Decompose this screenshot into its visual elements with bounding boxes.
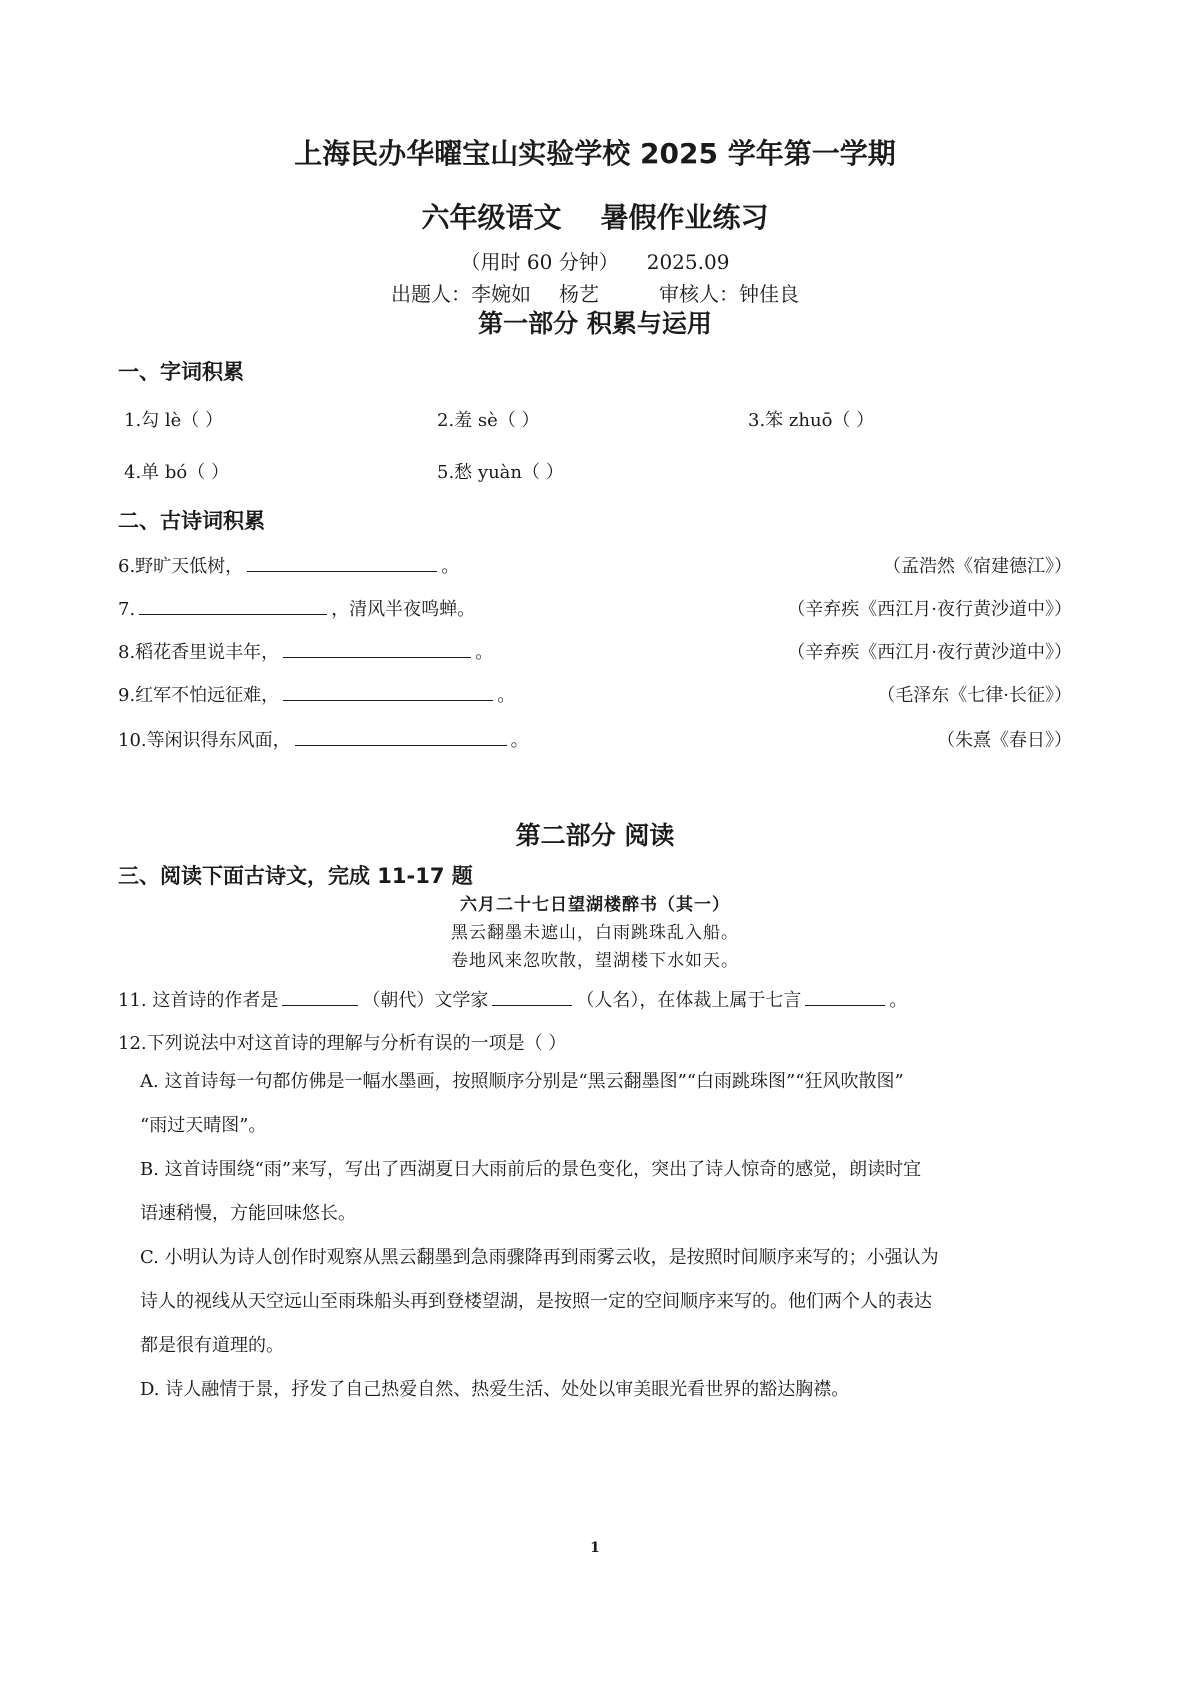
poetry-line-7 [118,595,475,621]
q11-text-2: （朝代）文学家 [362,990,489,1011]
answer-blank[interactable] [283,682,493,701]
q11-text-1: 11. 这首诗的作者是 [118,990,279,1011]
poetry-suffix: 。 [510,730,529,751]
poetry-line-6 [118,552,459,578]
poetry-source-7: （辛弃疾《西江月·夜行黄沙道中》） [787,599,1072,620]
vocab-item-2: 2.羞 sè（ ） [437,410,540,431]
poetry-suffix: 。 [441,556,460,577]
answer-blank[interactable] [283,639,471,658]
answer-blank[interactable] [247,553,437,572]
exam-time-date [0,246,1190,275]
vocab-item-3: 3.笨 zhuō（ ） [748,410,875,431]
q11-text-3: （人名），在体裁上属于七言 [576,990,802,1011]
answer-blank-genre[interactable] [805,987,885,1006]
poetry-suffix: 。 [475,642,494,663]
exam-date: 2025.09 [646,250,730,274]
part1-title: 第一部分 积累与运用 [478,309,712,338]
poem-line-2: 卷地风来忽吹散，望湖楼下水如天。 [451,951,739,971]
option-b-line1: B. 这首诗围绕“雨”来写，写出了西湖夏日大雨前后的景色变化，突出了诗人惊奇的感觉，朗读时宜 [140,1159,922,1180]
poem-title: 六月二十七日望湖楼醉书（其一） [460,895,730,915]
answer-blank-author[interactable] [492,987,572,1006]
poetry-source-6: （孟浩然《宿建德江》） [883,556,1072,577]
poem-line-1: 黑云翻墨未遮山，白雨跳珠乱入船。 [451,923,739,943]
section3-heading: 三、阅读下面古诗文，完成 11-17 题 [118,864,473,888]
poetry-prefix: 9.红军不怕远征难， [118,685,280,706]
poetry-source-10: （朱熹《春日》） [937,730,1072,751]
poetry-prefix: 8.稻花香里说丰年， [118,642,280,663]
option-a-line1: A. 这首诗每一句都仿佛是一幅水墨画，按照顺序分别是“黑云翻墨图”“白雨跳珠图”“狂风吹散图” [140,1071,904,1092]
option-a-line2: “雨过天晴图”。 [140,1115,267,1136]
vocab-item-5: 5.愁 yuàn（ ） [437,462,564,483]
option-c-line2: 诗人的视线从天空远山至雨珠船头再到登楼望湖，是按照一定的空间顺序来写的。他们两个人的表达 [140,1291,932,1312]
poetry-line-8 [118,638,493,664]
setter-name2: 杨艺 [559,282,599,306]
poetry-source-8: （辛弃疾《西江月·夜行黄沙道中》） [787,642,1072,663]
poetry-prefix: 10.等闲识得东风面， [118,730,291,751]
option-c-line3: 都是很有道理的。 [140,1335,284,1356]
exam-title-line1: 上海民办华曜宝山实验学校 2025 学年第一学期 [294,137,896,170]
reviewer: 审核人：钟佳良 [659,282,799,306]
page-number: 1 [590,1540,600,1556]
section2-heading: 二、古诗词积累 [118,509,265,533]
q11-text-4: 。 [889,990,908,1011]
poetry-line-9 [118,681,515,707]
option-d-line1: D. 诗人融情于景，抒发了自己热爱自然、热爱生活、处处以审美眼光看世界的豁达胸襟。 [140,1379,850,1400]
option-c-line1: C. 小明认为诗人创作时观察从黑云翻墨到急雨骤降再到雨雾云收，是按照时间顺序来写的；小强认为 [140,1247,939,1268]
vocab-item-4: 4.单 bó（ ） [124,462,229,483]
question-12-stem: 12.下列说法中对这首诗的理解与分析有误的一项是（ ） [118,1033,567,1054]
vocab-item-1: 1.勾 lè（ ） [124,410,224,431]
poetry-prefix: 6.野旷天低树， [118,556,244,577]
section1-heading: 一、字词积累 [118,360,244,384]
answer-blank[interactable] [295,727,507,746]
time-info: （用时 60 分钟） [460,250,619,274]
setter-label: 出题人：李婉如 [391,282,531,306]
exam-authors [0,278,1190,307]
answer-blank[interactable] [139,596,327,615]
poetry-suffix: ，清风半夜鸣蝉。 [331,599,476,620]
question-11 [118,986,907,1012]
answer-blank-dynasty[interactable] [282,987,358,1006]
exam-title-line2: 六年级语文 暑假作业练习 [421,201,769,234]
poetry-line-10 [118,726,529,752]
part2-title: 第二部分 阅读 [515,821,675,850]
option-b-line2: 语速稍慢，方能回味悠长。 [140,1203,356,1224]
poetry-prefix: 7. [118,599,136,620]
poetry-source-9: （毛泽东《七律·长征》） [877,685,1072,706]
poetry-suffix: 。 [497,685,516,706]
